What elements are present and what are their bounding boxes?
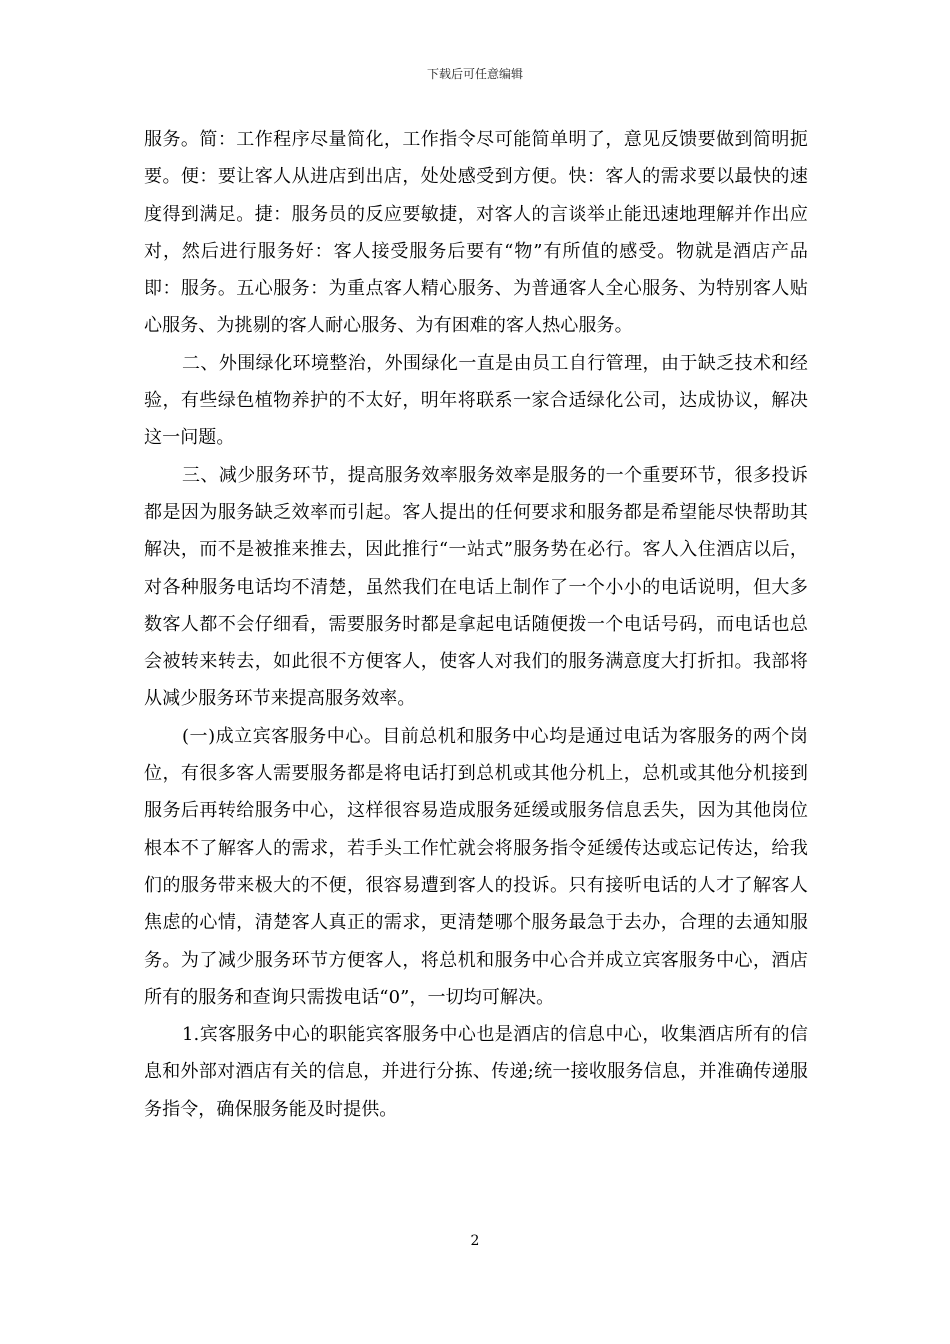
page-number: 2 (470, 1233, 480, 1249)
paragraph-2: 二、外围绿化环境整治，外围绿化一直是由员工自行管理，由于缺乏技术和经验，有些绿色植物养护的不太好，明年将联系一家合适绿化公司，达成协议，解决这一问题。 (144, 352, 808, 449)
page-header: 下载后可任意编辑 (426, 67, 523, 81)
paragraph-1: 服务。简：工作程序尽量简化，工作指令尽可能简单明了，意见反馈要做到简明扼要。便：要让客人从进店到出店，处处感受到方便。快：客人的需求要以最快的速度得到满足。捷：服务员的反应要敏捷，对客人的言谈举止能迅速地理解并作出应对，然后进行服务好：客人接受服务后要有“物”有所值的感受。物就是酒店产品即：服务。五心服务：为重点客人精心服务、为普通客人全心服务、为特别客人贴心服务、为挑剔的客人耐心服务、为有困难的客人热心服务。 (144, 129, 808, 337)
paragraph-4: (一)成立宾客服务中心。目前总机和服务中心均是通过电话为客服务的两个岗位，有很多客人需要服务都是将电话打到总机或其他分机上，总机或其他分机接到服务后再转给服务中心，这样很容易造成服务延缓或服务信息丢失，因为其他岗位根本不了解客人的需求，若手头工作忙就会将服务指令延缓传达或忘记传达，给我们的服务带来极大的不便，很容易遭到客人的投诉。只有接听电话的人才了解客人焦虑的心情，清楚客人真正的需求，更清楚哪个服务最急于去办，合理的去通知服务。为了减少服务环节方便客人，将总机和服务中心合并成立宾客服务中心，酒店所有的服务和查询只需拨电话“0”，一切均可解决。 (144, 725, 808, 1008)
paragraph-5: 1.宾客服务中心的职能宾客服务中心也是酒店的信息中心，收集酒店所有的信息和外部对酒店有关的信息，并进行分拣、传递;统一接收服务信息，并准确传递服务指令，确保服务能及时提供。 (144, 1024, 808, 1120)
document-body (144, 121, 808, 1128)
paragraph-3: 三、减少服务环节，提高服务效率服务效率是服务的一个重要环节，很多投诉都是因为服务缺乏效率而引起。客人提出的任何要求和服务都是希望能尽快帮助其解决，而不是被推来推去，因此推行“一站式”服务势在必行。客人入住酒店以后，对各种服务电话均不清楚，虽然我们在电话上制作了一个小小的电话说明，但大多数客人都不会仔细看，需要服务时都是拿起电话随便拨一个电话号码，而电话也总会被转来转去，如此很不方便客人，使客人对我们的服务满意度大打折扣。我部将从减少服务环节来提高服务效率。 (144, 464, 808, 710)
